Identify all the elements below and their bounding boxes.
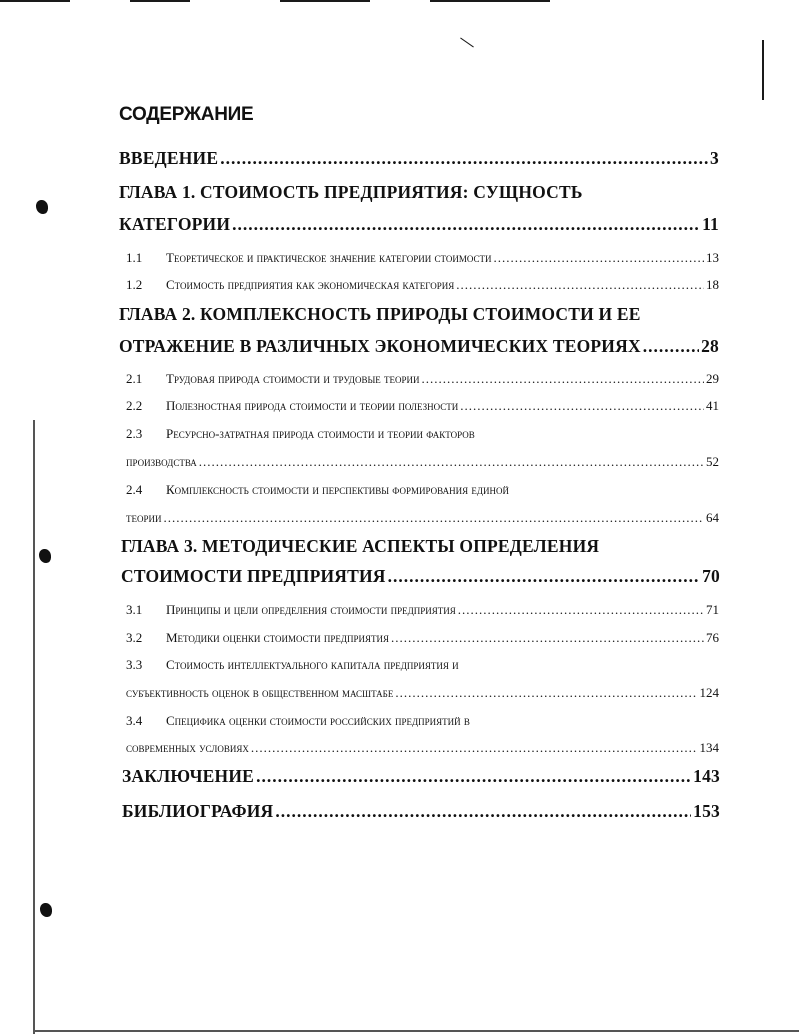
section-number: 3.1 xyxy=(126,602,143,617)
dot-leader xyxy=(164,510,705,526)
scan-top-edge-mark xyxy=(280,0,370,2)
section-title-continued: теории xyxy=(126,510,162,525)
toc-page-number: 41 xyxy=(706,398,719,413)
hole-punch-mark xyxy=(39,549,51,563)
toc-page-number: 70 xyxy=(702,566,720,586)
section-number: 3.3 xyxy=(126,657,143,672)
section-number: 3.4 xyxy=(126,713,143,728)
toc-section-2-1[interactable] xyxy=(126,371,719,387)
section-title: Полезностная природа стоимости и теории полезности xyxy=(166,398,459,413)
section-number: 2.3 xyxy=(126,426,143,441)
toc-page-number: 3 xyxy=(710,148,719,168)
dot-leader xyxy=(256,766,691,787)
section-number: 3.2 xyxy=(126,630,143,645)
dot-leader xyxy=(388,566,700,587)
toc-section-3-3[interactable] xyxy=(126,657,459,673)
toc-page-number: 29 xyxy=(706,371,719,386)
dot-leader xyxy=(460,398,704,414)
toc-entry-label: БИБЛИОГРАФИЯ xyxy=(122,801,274,821)
toc-page-number: 13 xyxy=(706,250,719,265)
section-title: Теоретическое и практическое значение категории стоимости xyxy=(166,250,492,265)
toc-section-3-4-cont[interactable] xyxy=(126,740,719,756)
toc-page-number: 71 xyxy=(706,602,719,617)
dot-leader xyxy=(395,685,697,701)
section-title: Стоимость предприятия как экономическая категория xyxy=(166,277,455,292)
section-title: Стоимость интеллектуального капитала предприятия и xyxy=(166,657,459,672)
toc-page-number: 134 xyxy=(699,740,719,755)
toc-page-number: 153 xyxy=(693,801,720,821)
toc-page-number: 76 xyxy=(706,630,719,645)
toc-entry-label: КАТЕГОРИИ xyxy=(119,214,231,234)
toc-page-number: 124 xyxy=(699,685,719,700)
section-title-continued: субъективность оценок в общественном масштабе xyxy=(126,685,394,700)
section-number: 2.2 xyxy=(126,398,143,413)
toc-section-3-2[interactable] xyxy=(126,630,719,646)
hole-punch-mark xyxy=(40,903,52,917)
scan-top-edge-mark xyxy=(130,0,190,2)
section-number: 1.2 xyxy=(126,277,143,292)
toc-entry-label: ЗАКЛЮЧЕНИЕ xyxy=(122,766,255,786)
toc-entry-conclusion[interactable] xyxy=(122,766,720,787)
toc-entry-chapter-3[interactable] xyxy=(121,566,720,587)
toc-section-2-4[interactable] xyxy=(126,482,509,498)
toc-entry-label: СТОИМОСТИ ПРЕДПРИЯТИЯ xyxy=(121,566,386,586)
toc-page-number: 52 xyxy=(706,454,719,469)
toc-entry-label: ОТРАЖЕНИЕ В РАЗЛИЧНЫХ ЭКОНОМИЧЕСКИХ ТЕОРИЯХ xyxy=(119,336,641,356)
hole-punch-mark xyxy=(36,200,48,214)
toc-page-number: 18 xyxy=(706,277,719,292)
dot-leader xyxy=(493,250,704,266)
scan-bottom-edge-line xyxy=(33,1030,799,1032)
section-title: Трудовая природа стоимости и трудовые теории xyxy=(166,371,420,386)
dot-leader xyxy=(220,148,708,169)
dot-leader xyxy=(458,602,704,618)
scan-top-edge-mark xyxy=(0,0,70,2)
toc-page-number: 28 xyxy=(701,336,719,356)
toc-chapter-1-title[interactable]: ГЛАВА 1. СТОИМОСТЬ ПРЕДПРИЯТИЯ: СУЩНОСТЬ xyxy=(119,182,583,202)
toc-section-2-3-cont[interactable] xyxy=(126,454,719,470)
toc-section-3-1[interactable] xyxy=(126,602,719,618)
dot-leader xyxy=(251,740,698,756)
section-number: 2.4 xyxy=(126,482,143,497)
scan-top-edge-mark xyxy=(430,0,550,2)
toc-entry-chapter-1[interactable] xyxy=(119,214,719,235)
dot-leader xyxy=(422,371,704,387)
toc-section-3-3-cont[interactable] xyxy=(126,685,719,701)
toc-page-number: 143 xyxy=(693,766,720,786)
dot-leader xyxy=(275,801,691,822)
dot-leader xyxy=(456,277,704,293)
dot-leader xyxy=(232,214,700,235)
toc-section-2-2[interactable] xyxy=(126,398,719,414)
toc-entry-introduction[interactable] xyxy=(119,148,719,169)
page-title: СОДЕРЖАНИЕ xyxy=(119,104,254,125)
section-title-continued: производства xyxy=(126,454,197,469)
dot-leader xyxy=(391,630,704,646)
toc-section-3-4[interactable] xyxy=(126,713,470,729)
section-number: 2.1 xyxy=(126,371,143,386)
toc-entry-label: ВВЕДЕНИЕ xyxy=(119,148,219,168)
toc-section-2-4-cont[interactable] xyxy=(126,510,719,526)
toc-page-number: 64 xyxy=(706,510,719,525)
section-title: Комплексность стоимости и перспективы формирования единой xyxy=(166,482,509,497)
toc-chapter-3-title[interactable]: ГЛАВА 3. МЕТОДИЧЕСКИЕ АСПЕКТЫ ОПРЕДЕЛЕНИЯ xyxy=(121,536,600,556)
toc-entry-chapter-2[interactable] xyxy=(119,336,719,357)
section-title: Методики оценки стоимости предприятия xyxy=(166,630,390,645)
toc-section-2-3[interactable] xyxy=(126,426,475,442)
section-title: Специфика оценки стоимости российских предприятий в xyxy=(166,713,470,728)
section-title: Ресурсно-затратная природа стоимости и теории факторов xyxy=(166,426,475,441)
dot-leader xyxy=(643,336,699,357)
section-title-continued: современных условиях xyxy=(126,740,249,755)
scan-stroke xyxy=(460,38,474,48)
toc-section-1-1[interactable] xyxy=(126,250,719,266)
dot-leader xyxy=(199,454,704,470)
scan-left-edge-line xyxy=(33,420,35,1034)
toc-chapter-2-title[interactable]: ГЛАВА 2. КОМПЛЕКСНОСТЬ ПРИРОДЫ СТОИМОСТИ И ЕЕ xyxy=(119,304,641,324)
section-number: 1.1 xyxy=(126,250,143,265)
toc-page-number: 11 xyxy=(702,214,719,234)
toc-section-1-2[interactable] xyxy=(126,277,719,293)
toc-entry-bibliography[interactable] xyxy=(122,801,720,822)
scan-right-edge-line xyxy=(762,40,764,100)
section-title: Принципы и цели определения стоимости предприятия xyxy=(166,602,456,617)
